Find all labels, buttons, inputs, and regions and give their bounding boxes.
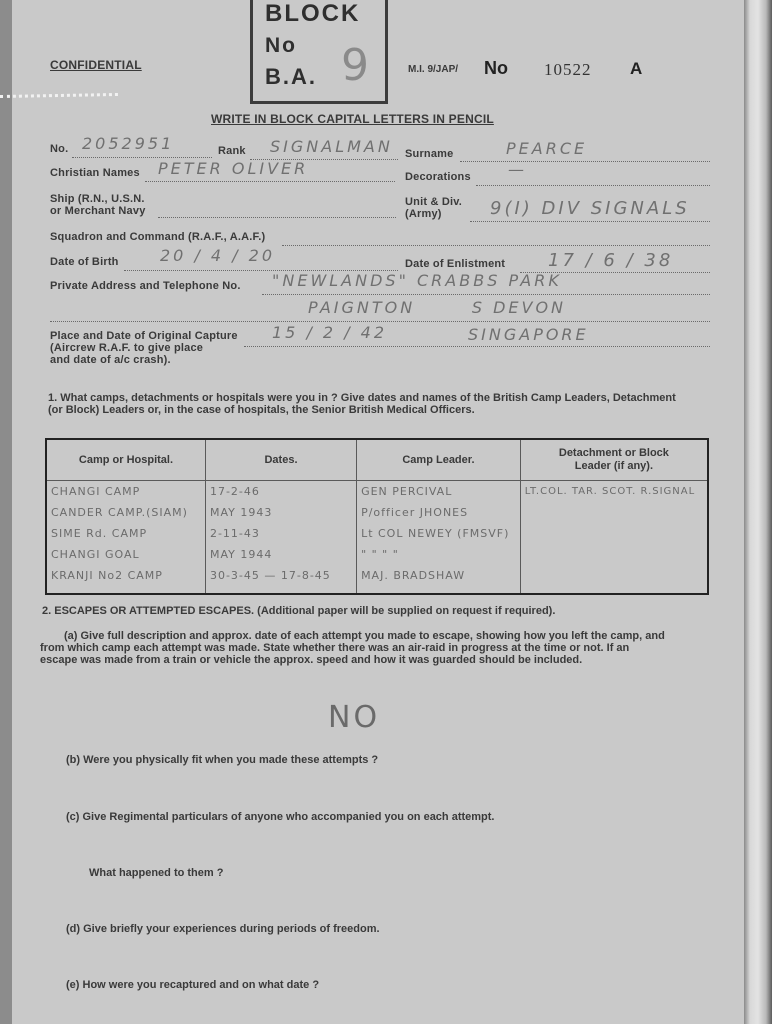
instruction-heading: WRITE IN BLOCK CAPITAL LETTERS IN PENCIL [211, 112, 494, 126]
col-camp-header: Camp or Hospital. [46, 439, 205, 481]
dates-entry: 17-2-46 [209, 485, 260, 498]
dates-cell [205, 481, 356, 595]
squadron-dotline [282, 244, 710, 246]
confidential-label: CONFIDENTIAL [50, 58, 142, 72]
ref-number: 10522 [544, 60, 592, 79]
detachment-cell [520, 481, 708, 595]
unit-label: Unit & Div. (Army) [405, 196, 462, 220]
page-edge [744, 0, 772, 1024]
rank-label: Rank [218, 145, 246, 157]
surname-dotline [460, 160, 710, 162]
camp-entry: SIME Rd. CAMP [51, 527, 148, 540]
question-2a-line-2: from which camp each attempt was made. State whether there was an air-raid in progress at the time or not. If an [40, 642, 630, 654]
camp-entry: CHANGI GOAL [51, 548, 140, 561]
camp-cell [46, 481, 205, 595]
table-header-row [46, 439, 708, 481]
col-dates-header: Dates. [205, 439, 356, 481]
question-2a-line-3: escape was made from a train or vehicle the approx. speed and how it was guarded should be included. [40, 654, 583, 666]
decorations-value: — [508, 160, 527, 179]
col-leader-header: Camp Leader. [357, 439, 521, 481]
no-label: No. [50, 143, 69, 155]
ship-label: Ship (R.N., U.S.N. or Merchant Navy [50, 193, 146, 217]
dob-value: 20 / 4 / 20 [160, 246, 276, 265]
capture-date: 15 / 2 / 42 [272, 323, 388, 342]
ref-suffix: A [630, 59, 643, 78]
stamp-block-text: BLOCK [265, 0, 361, 27]
capture-label: Place and Date of Original Capture [50, 330, 238, 342]
leader-entry: GEN PERCIVAL [361, 485, 453, 498]
camp-entry: CANDER CAMP.(SIAM) [51, 506, 188, 519]
no-value: 2052951 [82, 134, 175, 153]
address-label: Private Address and Telephone No. [50, 280, 241, 292]
leader-entry: MAJ. BRADSHAW [361, 569, 466, 582]
no-dotline [72, 156, 212, 158]
question-2c: (c) Give Regimental particulars of anyone who accompanied you on each attempt. [66, 811, 495, 823]
question-2a-line-1: (a) Give full description and approx. date of each attempt you made to escape, showing how you left the camp, and [64, 630, 665, 642]
col-detachment-header: Detachment or Block Leader (if any). [520, 439, 708, 481]
decorations-dotline [476, 184, 710, 186]
question-2c-followup: What happened to them ? [89, 867, 224, 879]
camp-entry: CHANGI CAMP [51, 485, 141, 498]
stamp-no-text: No [265, 34, 297, 57]
enlistment-value: 17 / 6 / 38 [548, 250, 674, 271]
ref-prefix: M.I. 9/JAP/ [408, 64, 459, 75]
capture-dotline [244, 345, 710, 347]
detachment-entry: LT.COL. TAR. SCOT. R.SIGNAL [524, 486, 696, 497]
capture-sub-1: (Aircrew R.A.F. to give place [50, 342, 204, 354]
address-dotline-1 [262, 293, 710, 295]
question-2e: (e) How were you recaptured and on what date ? [66, 979, 320, 991]
ref-no-label: No [484, 58, 508, 78]
leader-entry: Lt COL NEWEY (FMSVF) [361, 527, 510, 540]
dates-entry: 30-3-45 — 17-8-45 [209, 569, 331, 582]
left-binding-strip [0, 0, 12, 1024]
question-1-line-1: 1. What camps, detachments or hospitals were you in ? Give dates and names of the British Camp Leaders, Detachment [48, 392, 676, 404]
escape-answer: NO [328, 700, 381, 735]
question-2d: (d) Give briefly your experiences during periods of freedom. [66, 923, 380, 935]
leader-entry: P/officer JHONES [361, 506, 469, 519]
capture-place: SINGAPORE [468, 325, 589, 344]
enlistment-label: Date of Enlistment [405, 258, 506, 270]
unit-value: 9(I) DIV SIGNALS [490, 198, 690, 219]
ship-dotline [158, 216, 396, 218]
dates-entry: MAY 1943 [209, 506, 273, 519]
question-2b: (b) Were you physically fit when you made these attempts ? [66, 754, 379, 766]
christian-names-dotline [145, 180, 395, 182]
dates-entry: MAY 1944 [209, 548, 273, 561]
address-line-1: "NEWLANDS" CRABBS PARK [272, 271, 562, 290]
christian-names-label: Christian Names [50, 167, 140, 179]
leader-cell [357, 481, 521, 595]
stamp-ba-text: B.A. [265, 64, 317, 89]
surname-label: Surname [405, 148, 454, 160]
rank-value: SIGNALMAN [270, 137, 393, 156]
question-1-line-2: (or Block) Leaders or, in the case of hospitals, the Senior British Medical Officers. [48, 404, 475, 416]
dates-entry: 2-11-43 [209, 527, 260, 540]
unit-dotline [470, 220, 710, 222]
block-stamp [250, 0, 388, 104]
table-row [46, 481, 708, 595]
camp-entry: KRANJI No2 CAMP [51, 569, 163, 582]
question-2-title: 2. ESCAPES OR ATTEMPTED ESCAPES. (Additional paper will be supplied on request if required). [42, 605, 556, 617]
capture-sub-2: and date of a/c crash). [50, 354, 171, 366]
dob-label: Date of Birth [50, 256, 119, 268]
surname-value: PEARCE [506, 139, 588, 158]
camps-table [45, 438, 709, 595]
christian-names-value: PETER OLIVER [158, 159, 309, 178]
leader-entry: " " " " [361, 548, 399, 561]
stamp-hand-number: 9 [341, 40, 372, 91]
squadron-label: Squadron and Command (R.A.F., A.A.F.) [50, 231, 266, 243]
decorations-label: Decorations [405, 171, 471, 183]
address-dotline-2 [50, 320, 710, 322]
address-line-2: PAIGNTON S DEVON [308, 298, 566, 317]
